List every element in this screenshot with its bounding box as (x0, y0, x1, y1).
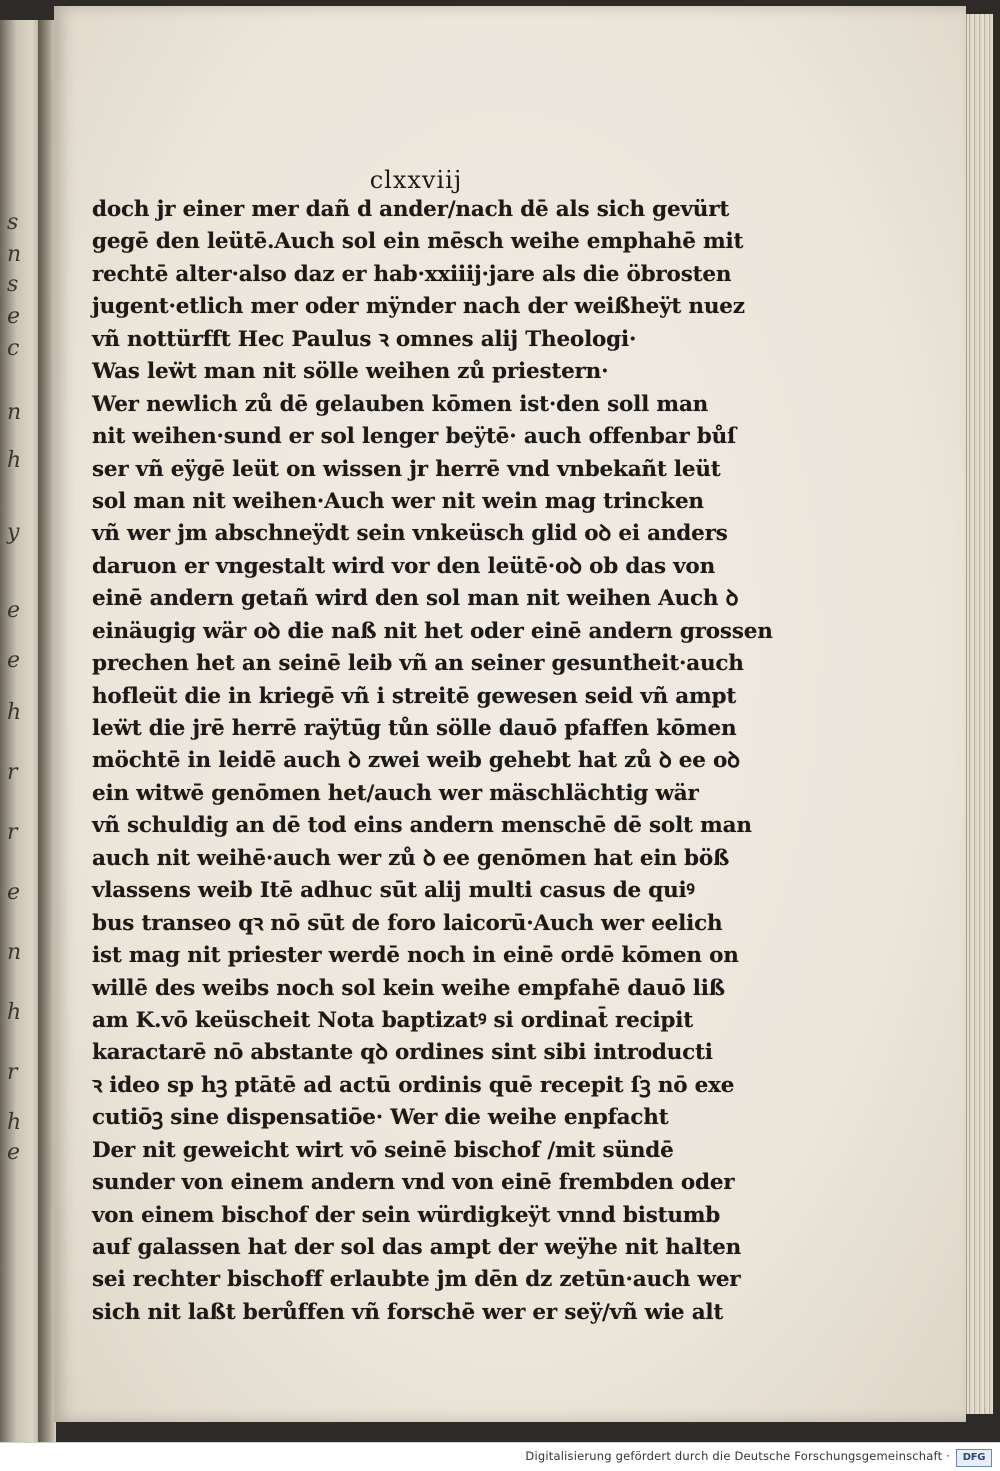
text-line: hofleüt die in kriegē vñ i streitē gewesen seid vñ ampt (92, 683, 737, 709)
left-page-glyph: r (7, 820, 18, 845)
text-line: cutiōꝫ sine dispensatiōe· Wer die weihe enpfacht (92, 1105, 669, 1131)
funding-credit: Digitalisierung gefördert durch die Deutsche Forschungsgemeinschaft · (525, 1449, 950, 1463)
text-line: vlassens weib Itē adhuc sūt alij multi casus de quiꝰ (92, 878, 695, 904)
text-line: rechtē alter·also daz er hab·xxiiij·jare als die öbrosten (92, 261, 732, 287)
left-page-glyph: y (7, 520, 20, 545)
text-line: jugent·etlich mer oder mÿnder nach der weißheÿt nuez (92, 294, 745, 320)
left-page-glyph: s (7, 272, 19, 297)
text-line: nit weihen·sund er sol lenger beÿtē· auch offenbar bůſ (92, 424, 737, 450)
page-edges (966, 14, 993, 1414)
text-line: willē des weibs noch sol kein weihe empfahē dauō liß (92, 975, 725, 1001)
text-block (92, 194, 773, 1329)
text-line: am K.vō keüscheit Nota baptizatꝰ si ordinat̄ recipit (92, 1007, 693, 1033)
left-page-glyph: h (7, 448, 22, 473)
text-line: einē andern getañ wird den sol man nit weihen Auch ꝺ (92, 586, 739, 612)
left-page-glyph: e (7, 598, 21, 623)
text-line: Wer newlich zů dē gelauben kōmen ist·den soll man (92, 391, 709, 417)
text-line: ist mag nit priester werdē noch in einē ordē kōmen on (92, 943, 739, 969)
text-line: vñ schuldig an dē tod eins andern menschē dē solt man (92, 813, 752, 839)
left-page-glyph: r (7, 1060, 18, 1085)
text-line: ꝛ ideo sp hꝫ ptātē ad actū ordinis quē recepit ſꝫ nō exe (92, 1072, 735, 1098)
text-line: sich nit laßt berůffen vñ forschē wer er seÿ/vñ wie alt (92, 1299, 724, 1325)
text-line: prechen het an seinē leib vñ an seiner gesuntheit·auch (92, 651, 744, 677)
text-line: auch nit weihē·auch wer zů ꝺ ee genōmen hat ein böß (92, 845, 730, 871)
text-line: auf galassen hat der sol das ampt der weÿhe nit halten (92, 1235, 742, 1260)
text-line: daruon er vngestalt wird vor den leütē·oꝺ ob das von (92, 553, 716, 579)
left-page-glyph: e (7, 304, 21, 329)
text-line: möchtē in leidē auch ꝺ zwei weib gehebt hat zů ꝺ ee oꝺ (92, 748, 740, 774)
text-line: Der nit geweicht wirt vō seinē bischof /mit sündē (92, 1137, 674, 1163)
text-line: einäugig wär oꝺ die naß nit het oder einē andern grossen (92, 618, 773, 644)
left-page-glyph: e (7, 880, 21, 905)
left-page-glyph: h (7, 700, 22, 725)
text-line: vñ wer jm abschneÿdt sein vnkeüsch glid oꝺ ei anders (92, 521, 728, 547)
text-line: bus transeo qꝛ nō sūt de foro laicorū·Auch wer eelich (92, 910, 723, 936)
text-line: gegē den leütē.Auch sol ein mēsch weihe emphahē mit (92, 229, 744, 255)
left-page-glyph: n (7, 940, 22, 965)
left-page-edge (0, 20, 42, 1442)
text-line: vñ nottürfft Hec Paulus ꝛ omnes alij Theologi· (92, 326, 637, 352)
left-page-glyph: n (7, 242, 22, 267)
text-line: leẅt die jrē herrē raÿtūg tůn sölle dauō pfaffen kōmen (92, 716, 737, 741)
dfg-logo: DFG (956, 1449, 992, 1467)
left-page-glyph: h (7, 1000, 22, 1025)
folio-number: clxxviij (369, 166, 463, 194)
left-page-glyph: r (7, 760, 18, 785)
left-page-glyph: s (7, 210, 19, 235)
footer-bar (0, 1442, 1000, 1471)
left-page-glyph: e (7, 648, 21, 673)
text-line: sol man nit weihen·Auch wer nit wein mag trincken (92, 488, 704, 514)
text-line: sei rechter bischoff erlaubte jm dēn dz zetūn·auch wer (92, 1267, 741, 1293)
text-line: Was leẅt man nit sölle weihen zů priestern· (92, 359, 609, 385)
text-line: karactarē nō abstante qꝺ ordines sint sibi introducti (92, 1040, 713, 1066)
left-page-glyph: n (7, 400, 22, 425)
text-line: ein witwē genōmen het/auch wer mäschlächtig wär (92, 780, 699, 806)
text-line: von einem bischof der sein würdigkeÿt vnnd bistumb (92, 1202, 721, 1228)
text-line: sunder von einem andern vnd von einē frembden oder (92, 1170, 735, 1196)
text-line: ser vñ eÿgē leüt on wissen jr herrē vnd vnbekañt leüt (92, 456, 721, 482)
left-page-glyph: e (7, 1140, 21, 1165)
left-page-glyph: c (7, 336, 20, 361)
text-line: doch jr einer mer dañ d ander/nach dē als sich gevürt (92, 197, 730, 222)
left-page-glyph: h (7, 1110, 22, 1135)
